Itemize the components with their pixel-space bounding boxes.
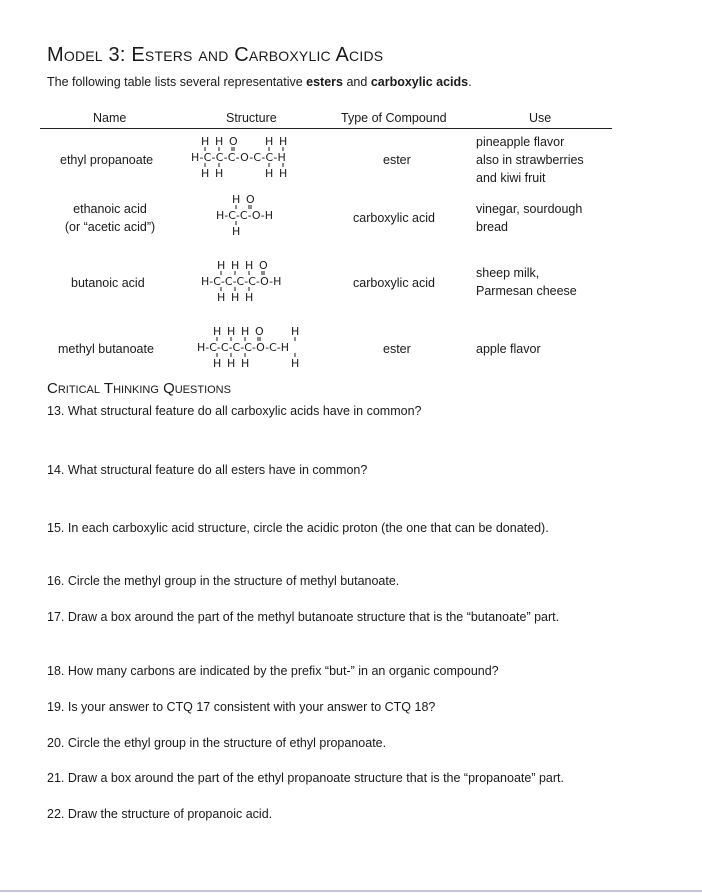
table-header-rule xyxy=(40,128,612,129)
row-name-methyl-butanoate: methyl butanoate xyxy=(58,342,154,356)
row-type-butanoic-acid: carboxylic acid xyxy=(353,276,435,290)
page-title: Model 3: Esters and Carboxylic Acids xyxy=(47,44,384,66)
struct-main-chain: H-C-C-C-C-O-C-H xyxy=(197,341,290,354)
page-bottom-rule xyxy=(0,890,702,892)
col-header-use: Use xyxy=(529,111,552,125)
row-use-ethyl-propanoate: pineapple flavor also in strawberries and kiwi fruit xyxy=(476,135,584,185)
svg-text:H: H xyxy=(217,291,226,304)
svg-text:O: O xyxy=(255,325,264,338)
intro-text: The following table lists several representative esters and carboxylic acids. xyxy=(47,75,472,89)
row-name-ethyl-propanoate: ethyl propanoate xyxy=(60,153,154,167)
col-header-structure: Structure xyxy=(226,111,277,125)
svg-text:H: H xyxy=(245,259,254,272)
row-name-ethanoic-acid: ethanoic acid (or “acetic acid”) xyxy=(64,202,156,234)
row-use-ethanoic-acid: vinegar, sourdough bread xyxy=(476,202,583,234)
struct-main-chain: H-C-C-O-H xyxy=(216,209,274,222)
ctq-heading: Critical Thinking Questions xyxy=(47,380,231,397)
struct-atom: H xyxy=(201,167,210,180)
structure-butanoic-acid xyxy=(200,257,320,307)
structure-ethyl-propanoate xyxy=(190,133,320,183)
svg-text:H: H xyxy=(213,325,222,338)
struct-atom: H xyxy=(265,167,274,180)
svg-text:H: H xyxy=(245,291,254,304)
question-20: 20. Circle the ethyl group in the structure of ethyl propanoate. xyxy=(47,736,387,750)
svg-text:O: O xyxy=(246,193,255,206)
svg-text:H: H xyxy=(231,291,240,304)
struct-atom: H xyxy=(215,135,224,148)
svg-text:H: H xyxy=(241,357,250,370)
svg-text:H: H xyxy=(291,325,300,338)
svg-text:H: H xyxy=(213,357,222,370)
row-type-ethyl-propanoate: ester xyxy=(383,153,411,167)
struct-atom: H xyxy=(279,135,288,148)
row-name-butanoic-acid: butanoic acid xyxy=(71,276,145,290)
svg-text:H: H xyxy=(227,325,236,338)
struct-atom: H xyxy=(215,167,224,180)
question-22: 22. Draw the structure of propanoic acid. xyxy=(47,807,273,821)
question-19: 19. Is your answer to CTQ 17 consistent with your answer to CTQ 18? xyxy=(47,700,436,714)
struct-atom: H xyxy=(265,135,274,148)
col-header-name: Name xyxy=(93,111,127,125)
row-use-methyl-butanoate: apple flavor xyxy=(476,342,541,356)
question-15: 15. In each carboxylic acid structure, circle the acidic proton (the one that can be donated). xyxy=(47,521,549,535)
svg-text:H: H xyxy=(291,357,300,370)
question-21: 21. Draw a box around the part of the ethyl propanoate structure that is the “propanoate” part. xyxy=(47,771,564,785)
question-17: 17. Draw a box around the part of the methyl butanoate structure that is the “butanoate” part. xyxy=(47,610,560,624)
struct-main-chain: H-C-C-C-O-C-C-H xyxy=(191,151,287,164)
structure-methyl-butanoate xyxy=(196,323,326,373)
svg-text:H: H xyxy=(227,357,236,370)
svg-text:H: H xyxy=(231,259,240,272)
struct-atom: H xyxy=(279,167,288,180)
svg-text:H: H xyxy=(217,259,226,272)
struct-main-chain: H-C-C-C-C-O-H xyxy=(201,275,282,288)
question-13: 13. What structural feature do all carboxylic acids have in common? xyxy=(47,404,422,418)
svg-text:H: H xyxy=(232,193,241,206)
question-14: 14. What structural feature do all esters have in common? xyxy=(47,463,368,477)
col-header-type: Type of Compound xyxy=(341,111,447,125)
row-type-methyl-butanoate: ester xyxy=(383,342,411,356)
struct-atom: O xyxy=(229,135,238,148)
struct-atom: H xyxy=(201,135,210,148)
question-16: 16. Circle the methyl group in the structure of methyl butanoate. xyxy=(47,574,400,588)
svg-text:H: H xyxy=(232,225,241,238)
row-use-butanoic-acid: sheep milk, Parmesan cheese xyxy=(476,266,577,298)
svg-text:O: O xyxy=(259,259,268,272)
question-18: 18. How many carbons are indicated by the prefix “but-” in an organic compound? xyxy=(47,664,499,678)
row-type-ethanoic-acid: carboxylic acid xyxy=(353,211,435,225)
structure-ethanoic-acid xyxy=(215,191,305,241)
svg-text:H: H xyxy=(241,325,250,338)
